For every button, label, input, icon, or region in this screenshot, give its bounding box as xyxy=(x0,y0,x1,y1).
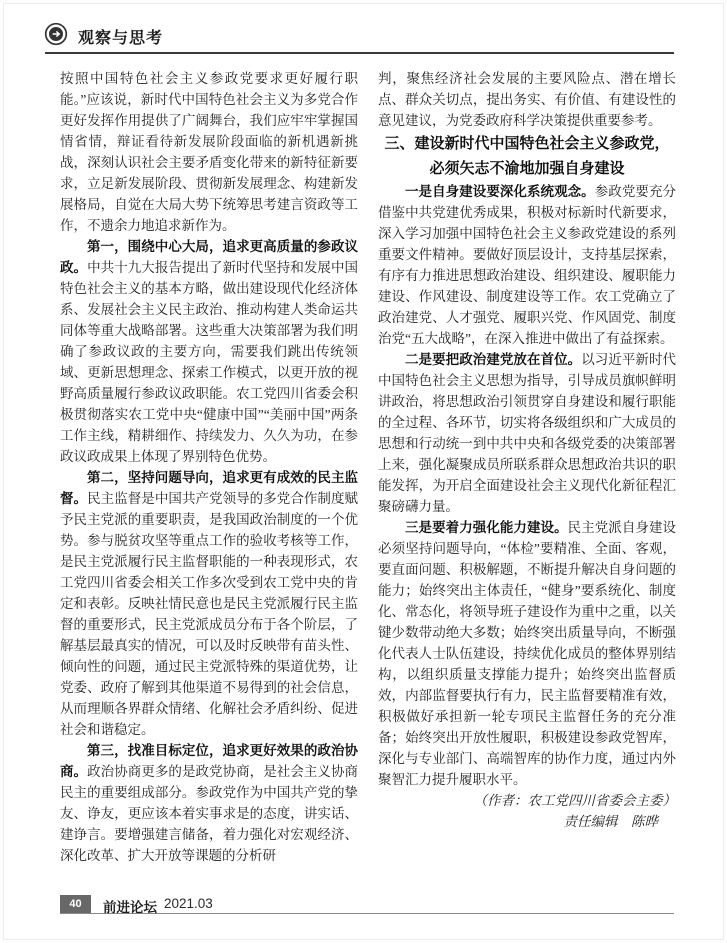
paragraph-body: 以习近平新时代中国特色社会主义思想为指导，引导成员旗帜鲜明讲政治，将思想政治引领贯穿自身建设和履行职能的全过程、各环节，切实将各级组织和广大成员的思想和行动统一到中共中央和各级党委的决策部署上来，强化凝聚成员所联系群众思想政治共识的职能发挥，为开启全面建设社会主义现代化新征程汇聚磅礴力量。 xyxy=(378,352,677,514)
paragraph-body: 民主监督是中国共产党领导的多党合作制度赋予民主党派的重要职责，是我国政治制度的一个优势。参与脱贫攻坚等重点工作的验收考核等工作，是民主党派履行民主监督职能的一种表现形式，农工党四川省委会相关工作多次受到农工党中央的肯定和表彰。反映社情民意也是民主党派履行民主监督的重要形式，民主党派成员分布于各个阶层，了解基层最真实的情况，可以及时反映带有苗头性、倾向性的问题，通过民主党派特殊的渠道优势，让党委、政府了解到其他渠道不易得到的社会信息，从而理顺各界群众情绪、化解社会矛盾纠纷、促进社会和谐稳定。 xyxy=(60,491,359,737)
editor-label: 责任编辑 xyxy=(563,814,618,829)
paragraph-body: 参政党要充分借鉴中共党建优秀成果，积极对标新时代新要求，深入学习加强中国特色社会主义参政党建设的系列重要文件精神。要做好顶层设计，支持基层探索，有序有力推进思想政治建设、组织建设、履职能力建设、作风建设、制度建设等工作。农工党确立了政治建党、人才强党、履职兴党、作风固党、制度治党“五大战略”，在深入推进中做出了有益探索。 xyxy=(378,184,677,346)
circle-arrow-right-icon xyxy=(44,22,68,46)
author-note: （作者：农工党四川省委会主委） xyxy=(473,793,676,808)
header-rule xyxy=(45,52,674,54)
section-heading xyxy=(378,131,676,181)
paragraph-second-point xyxy=(60,467,358,740)
left-column xyxy=(60,68,358,866)
paragraph-lead: 第一，围绕中心大局，追求更高质量的参政议政。 xyxy=(60,239,358,275)
paragraph-body: 民主党派自身建设必须坚持问题导向，“体检”要精准、全面、客观，要直面问题、积极解题，不断提升解决自身问题的能力；始终突出主体责任，“健身”要系统化、制度化、常态化，将领导班子建设作为重中之重，以关键少数带动绝大多数；始终突出质量导向，不断强化代表人士队伍建设，持续优化成员的整体界别结构，以组织质量支撑能力提升；始终突出监督质效，内部监督要执行有力，民主监督要精准有效，积极做好承担新一轮专项民主监督任务的充分准备；始终突出开放性履职，积极建设参政党智库，深化与专业部门、高端智库的协作力度，通过内外聚智汇力提升履职水平。 xyxy=(378,520,677,787)
journal-issue: 2021.03 xyxy=(164,896,213,911)
paragraph-continuation xyxy=(60,68,358,236)
paragraph-lead: 二是要把政治建党放在首位。 xyxy=(405,352,582,367)
paragraph-point-three xyxy=(378,517,676,790)
paragraph-lead: 第三，找准目标定位，追求更好效果的政治协商。 xyxy=(60,743,358,779)
paragraph-third-point xyxy=(60,740,358,866)
paragraph-body: 政治协商更多的是政党协商，是社会主义协商民主的重要组成部分。参政党作为中国共产党的挚友、诤友，更应该本着实事求是的态度，讲实话、建诤言。要增强建言储备，着力强化对宏观经济、深化改革、扩大开放等课题的分析研 xyxy=(60,764,359,863)
magazine-page xyxy=(3,3,724,940)
section-heading-line1: 三、建设新时代中国特色社会主义参政党， xyxy=(384,135,670,152)
paragraph-lead: 一是自身建设要深化系统观念。 xyxy=(405,184,595,199)
paragraph-body: 判，聚焦经济社会发展的主要风险点、潜在增长点、群众关切点，提出务实、有价值、有建设性的意见建议，为党委政府科学决策提供重要参考。 xyxy=(378,71,676,128)
paragraph-first-point xyxy=(60,236,358,467)
journal-name: 前进论坛 xyxy=(103,900,157,915)
paragraph-point-one xyxy=(378,181,676,349)
paragraph-body: 中共十九大报告提出了新时代坚持和发展中国特色社会主义的基本方略，做出建设现代化经济体系、发展社会主义民主政治、推动构建人类命运共同体等重大战略部署。这些重大决策部署为我们明确了参政议政的主要方向，需要我们跳出传统领域、更新思想理念、探索工作模式，以更开放的视野高质量履行参政议政职能。农工党四川省委会积极贯彻落实农工党中央“健康中国”“美丽中国”两条工作主线，精耕细作、持续发力、久久为功，在参政议政成果上体现了界别特色优势。 xyxy=(60,260,359,464)
paragraph-continuation xyxy=(378,68,676,131)
editor-line xyxy=(378,811,676,832)
right-column xyxy=(378,68,676,832)
paragraph-lead: 三是要着力强化能力建设。 xyxy=(405,520,568,535)
section-label: 观察与思考 xyxy=(78,30,164,47)
page-number-badge: 40 xyxy=(60,895,91,913)
paragraph-lead: 第二，坚持问题导向，追求更有成效的民主监督。 xyxy=(60,470,358,506)
paragraph-body: 按照中国特色社会主义参政党要求更好履行职能。”应该说，新时代中国特色社会主义为多党合作更好发挥作用提供了广阔舞台，我们应牢牢掌握国情省情，辩证看待新发展阶段面临的新机遇新挑战，深刻认识社会主要矛盾变化带来的新特征新要求，立足新发展阶段、贯彻新发展理念、构建新发展格局，自觉在大局大势下统筹思考建言资政等工作，不遗余力地追求新作为。 xyxy=(60,71,358,233)
paragraph-point-two xyxy=(378,349,676,517)
editor-name: 陈晔 xyxy=(631,814,658,829)
section-heading-line2: 必须矢志不渝地加强自身建设 xyxy=(429,160,625,177)
